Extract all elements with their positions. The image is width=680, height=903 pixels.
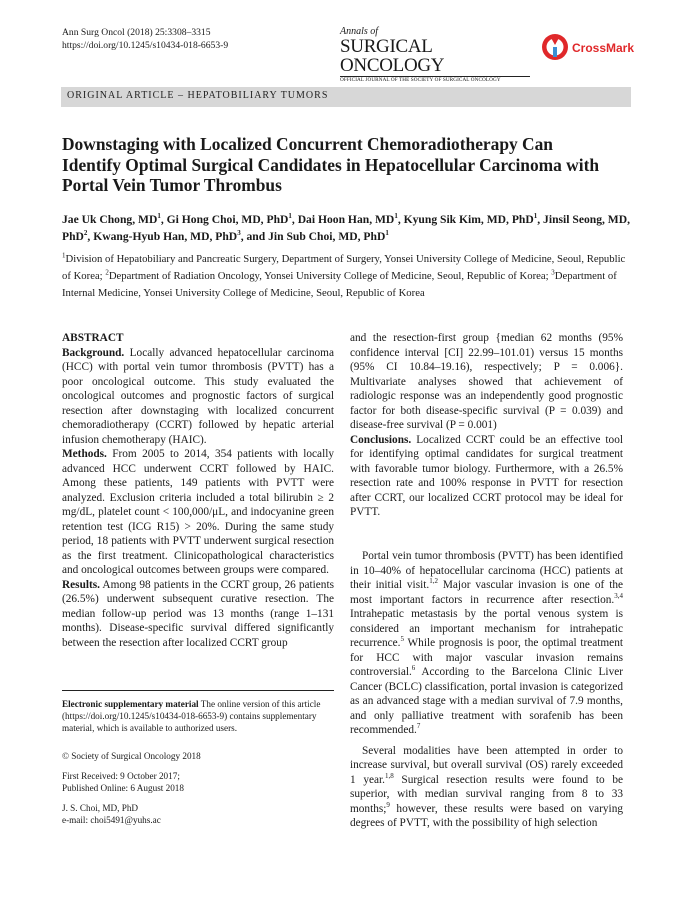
crossmark-icon (541, 33, 569, 61)
author: Kyung Sik Kim, MD, PhD$^1$, (403, 212, 544, 226)
author-list (62, 212, 634, 245)
author: Jae Uk Chong, $MD^1$, (62, 212, 167, 226)
contact-name: J. S. Choi, MD, PhD (62, 803, 139, 813)
article-footer (62, 750, 334, 826)
copyright: © Society of Surgical Oncology 2018 (62, 751, 201, 761)
abstract (62, 331, 334, 650)
affiliation: Division of Hepatobiliary and Pancreatic Surgery, Department of Surgery, Yonsei University College of Medicine, Seoul, Republic of Korea; (62, 253, 626, 282)
author: Jinsil Seong, MD, PhD$^2$, (62, 213, 631, 243)
introduction (350, 549, 623, 831)
abstract-background: Background. Locally advanced hepatocellular carcinoma (HCC) with portal vein tumor thrombosis (PVTT) has a poor oncological outcome. This study evaluated the oncological outcomes and prognostic factors of surgical resection after downstaging with localized concurrent chemoradiotherapy (CCRT) followed by hepatic arterial infusion chemotherapy (HAIC). (62, 346, 334, 446)
supplementary-note: Electronic supplementary material The online version of this article (https://doi.org/10.1245/s10434-018-6653-9) contains supplementary material, which is available to authorized users. (62, 699, 321, 733)
body-paragraph-1: Portal vein tumor thrombosis (PVTT) has been identified in 10–40% of hepatocellular carcinoma (HCC) patients at their initial visit.$^{1,2}$ Major vascular invasion is one of the most important factors in recurrence after resection.$^{3,4}$ Intrahepatic metastasis by the portal venous system is considered an important mechanism for intrahepatic recurrence.$^5$ While prognosis is poor, the optimal treatment for HCC with major vascular invasion remains controversial.$^6$ According to the Barcelona Clinic Liver Cancer (BCLC) classification, portal invasion is categorized as an advanced stage with a median survival of 7.9 months, and only palliative treatment with sorafenib has been recommended.$^7$ (350, 550, 623, 736)
author: Dai Hoon Han, $MD^1$, (297, 212, 404, 226)
citation-journal-line: Ann Surg Oncol (2018) 25:3308–3315 (62, 27, 211, 38)
citation (62, 26, 228, 52)
author: Gi Hong Choi, MD, PhD$^1$, (166, 212, 298, 226)
received-date: First Received: 9 October 2017; (62, 771, 180, 781)
journal-logo (340, 27, 530, 84)
section-label-bar (61, 87, 631, 107)
abstract-results-continued: and the resection-first group {median 62 months (95% confidence interval [CI] 22.99–101.01) versus 15 months (95% CI 10.84–19.16), respectively; P = 0.006}. Multivariate analyses showed that achievement of radiologic response was an independently good prognostic factor for both disease-specific survival (P = 0.039) and disease-free survival (P = 0.001) (350, 332, 623, 431)
citation-doi-link[interactable]: https://doi.org/10.1245/s10434-018-6653-9 (62, 40, 229, 51)
crossmark-label: CrossMark (572, 41, 635, 55)
abstract-continued (350, 331, 623, 520)
contact-email[interactable]: e-mail: choi5491@yuhs.ac (62, 815, 161, 825)
published-date: Published Online: 6 August 2018 (62, 783, 184, 793)
article-title: Downstaging with Localized Concurrent Chemoradiotherapy Can Identify Optimal Surgical Candidates in Hepatocellular Carcinoma with Portal Vein Tumor Thrombus (62, 134, 600, 195)
abstract-heading: ABSTRACT (62, 332, 124, 344)
affiliation: Department of Internal Medicine, Yonsei University College of Medicine, Seoul, Republic of Korea (62, 270, 617, 299)
journal-prefix: Annals of (340, 26, 379, 37)
abstract-methods: Methods. From 2005 to 2014, 354 patients with locally advanced HCC underwent CCRT followed by HAIC. Among these patients, 149 patients with PVTT were analyzed. Exclusion criteria included a total bilirubin ≥ 2 mg/dL, platelet count < 100,000/μL, and indocyanine green retention test (ICG R15) > 20%. During the same study period, 18 patients with PVTT underwent surgical resection as the first treatment. Clinicopathological characteristics and oncological outcomes between groups were compared. (62, 448, 334, 576)
journal-title: SURGICAL ONCOLOGY (340, 37, 530, 77)
author: and Jin Sub Choi, MD, PhD$^1$ (246, 228, 389, 243)
footnote-divider (62, 690, 334, 691)
journal-subtitle: OFFICIAL JOURNAL OF THE SOCIETY OF SURGICAL ONCOLOGY (340, 77, 501, 83)
section-label: ORIGINAL ARTICLE – HEPATOBILIARY TUMORS (67, 90, 329, 101)
affiliations: $^1$Division of Hepatobiliary and Pancreatic Surgery, Department of Surgery, Yonsei University College of Medicine, Seoul, Republic of Korea; $^2$Department of Radiation Oncology, Yonsei University College of Medicine, Seoul, Republic of Korea; $^3$Department of Internal Medicine, Yonsei University College of Medicine, Seoul, Republic of Korea (62, 251, 626, 299)
abstract-results: Results. Among 98 patients in the CCRT group, 26 patients (26.5%) underwent subsequent curative resection. The median follow-up period was 13 months (range 1–131 months). Disease-specific survival differed significantly between the resection after localized CCRT group (62, 578, 334, 649)
affiliation: Department of Radiation Oncology, Yonsei University College of Medicine, Seoul, Republic of Korea; (108, 270, 552, 282)
crossmark-badge[interactable] (541, 31, 635, 63)
author: Kwang-Hyub Han, MD, PhD$^3$, (93, 228, 247, 243)
body-paragraph-2: Several modalities have been attempted in order to increase survival, but overall survival (OS) rarely exceeded 1 year.$^{1,8}$ Surgical resection results were found to be superior, with median survival ranging from 8 to 33 months;$^9$ however, these results were based on varying degrees of PVTT, with the possibility of high selection (350, 744, 623, 829)
abstract-conclusions: Conclusions. Localized CCRT could be an effective tool for identifying optimal candidates for surgical treatment with favorable tumor biology. Furthermore, with a 26.5% resection rate and 100% response in PVTT for resection after CCRT, our localized CCRT protocol may be ideal for PVTT. (350, 433, 623, 518)
